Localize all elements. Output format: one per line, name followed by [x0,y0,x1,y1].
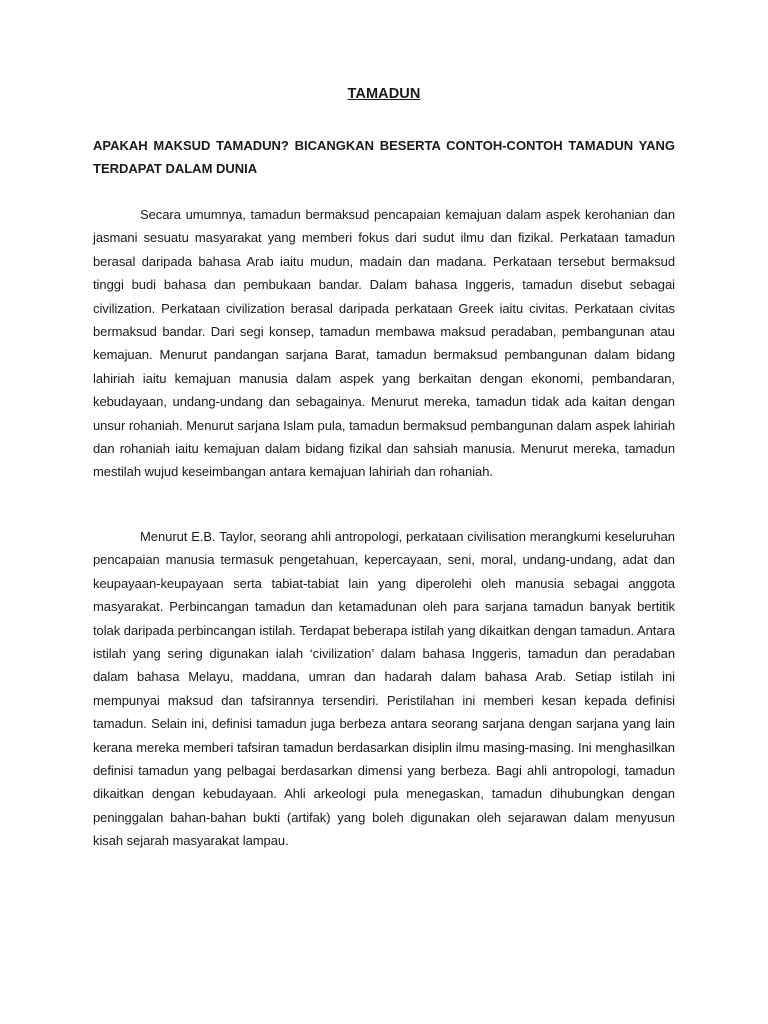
body-paragraph-1: Secara umumnya, tamadun bermaksud pencapaian kemajuan dalam aspek kerohanian dan jasmani sesuatu masyarakat yang memberi fokus dari sudut ilmu dan fizikal. Perkataan tamadun berasal daripada bahasa Arab iaitu mudun, madain dan madana. Perkataan tersebut bermaksud tinggi budi bahasa dan pembukaan bandar. Dalam bahasa Inggeris, tamadun disebut sebagai civilization. Perkataan civilization berasal daripada perkataan Greek iaitu civitas. Perkataan civitas bermaksud bandar. Dari segi konsep, tamadun membawa maksud peradaban, pembangunan atau kemajuan. Menurut pandangan sarjana Barat, tamadun bermaksud pembangunan dalam bidang lahiriah iaitu kemajuan manusia dalam aspek yang berkaitan dengan ekonomi, pembandaran, kebudayaan, undang-undang dan sebagainya. Menurut mereka, tamadun tidak ada kaitan dengan unsur rohaniah. Menurut sarjana Islam pula, tamadun bermaksud pembangunan dalam aspek lahiriah dan rohaniah iaitu kemajuan dalam bidang fizikal dan sahsiah manusia. Menurut mereka, tamadun mestilah wujud keseimbangan antara kemajuan lahiriah dan rohaniah. [93,207,675,480]
essay-question: APAKAH MAKSUD TAMADUN? BICANGKAN BESERTA CONTOH-CONTOH TAMADUN YANG TERDAPAT DALAM DUNIA [93,138,675,176]
document-title: TAMADUN [347,86,421,102]
body-paragraph-2: Menurut E.B. Taylor, seorang ahli antropologi, perkataan civilisation merangkumi keseluruhan pencapaian manusia termasuk pengetahuan, kepercayaan, seni, moral, undang-undang, adat dan keupayaan-keupayaan serta tabiat-tabiat lain yang diperolehi oleh manusia sebagai anggota masyarakat. Perbincangan tamadun dan ketamadunan oleh para sarjana tamadun banyak bertitik tolak daripada perbincangan istilah. Terdapat beberapa istilah yang dikaitkan dengan tamadun. Antara istilah yang sering digunakan ialah ‘civilization’ dalam bahasa Inggeris, tamadun dan peradaban dalam bahasa Melayu, maddana, umran dan hadarah dalam bahasa Arab. Setiap istilah ini mempunyai maksud dan tafsirannya tersendiri. Peristilahan ini memberi kesan kepada definisi tamadun. Selain ini, definisi tamadun juga berbeza antara seorang sarjana dengan sarjana yang lain kerana mereka memberi tafsiran tamadun berdasarkan disiplin ilmu masing-masing. Ini menghasilkan definisi tamadun yang pelbagai berdasarkan dimensi yang berbeza. Bagi ahli antropologi, tamadun dikaitkan dengan kebudayaan. Ahli arkeologi pula menegaskan, tamadun dihubungkan dengan peninggalan bahan-bahan bukti (artifak) yang boleh digunakan oleh sejarawan dalam menyusun kisah sejarah masyarakat lampau. [93,529,675,849]
